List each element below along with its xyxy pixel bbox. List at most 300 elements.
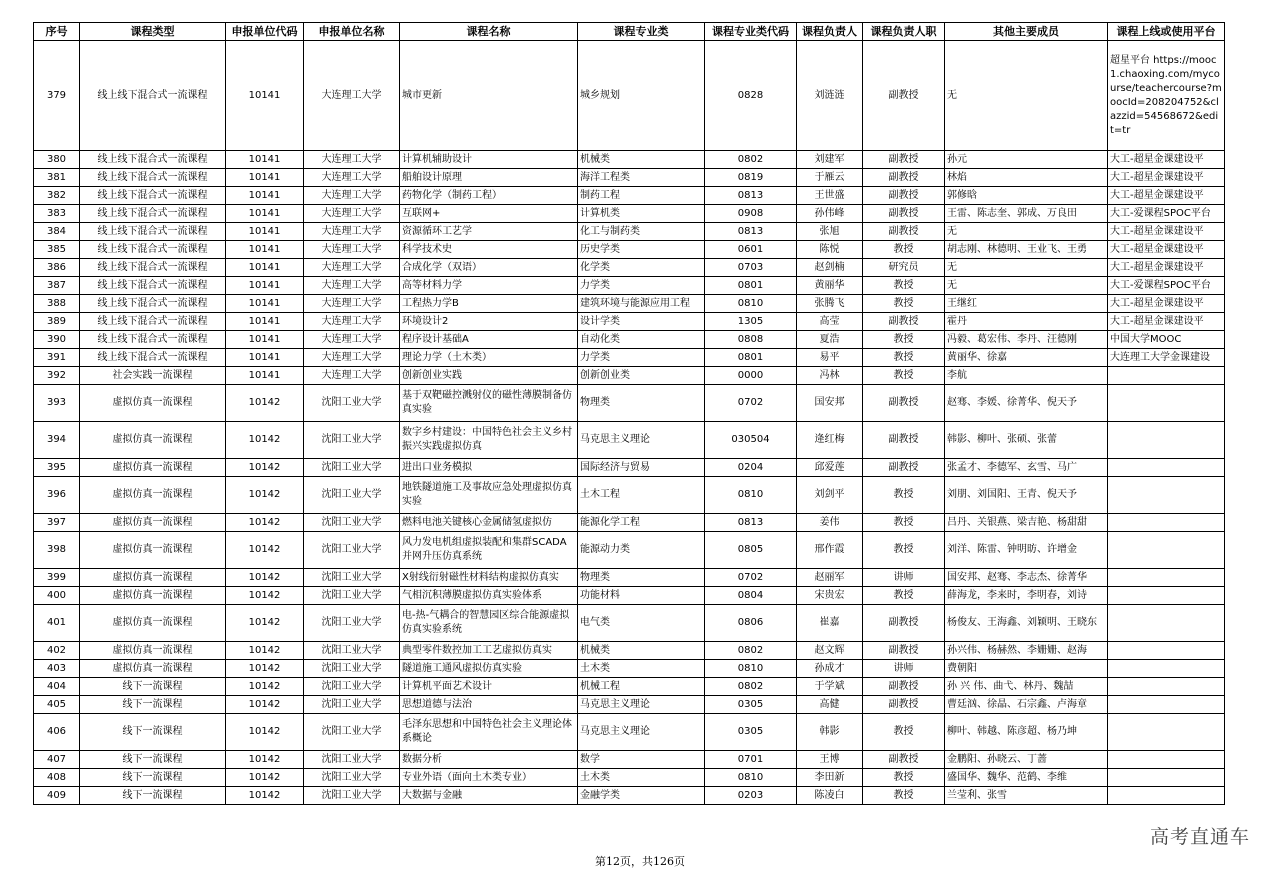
cell-unit-code: 10142: [226, 642, 304, 660]
table-row: [34, 605, 1225, 642]
cell-platform: [1108, 569, 1225, 587]
cell-major-code: 0806: [705, 605, 797, 642]
cell-row-no: 403: [34, 660, 80, 678]
cell-leader: 易平: [797, 349, 863, 367]
cell-course-name: 进出口业务模拟: [400, 459, 578, 477]
cell-major-code: 1305: [705, 313, 797, 331]
cell-major-code: 0801: [705, 349, 797, 367]
cell-major-code: 0203: [705, 787, 797, 805]
table-row: [34, 587, 1225, 605]
cell-major: 化学类: [578, 259, 705, 277]
cell-members: 刘朋、刘国阳、王青、倪天予: [945, 477, 1108, 514]
cell-course-type: 线下一流课程: [80, 696, 226, 714]
cell-unit-name: 大连理工大学: [304, 241, 400, 259]
table-row: [34, 169, 1225, 187]
cell-unit-code: 10142: [226, 587, 304, 605]
header-unit-name: 申报单位名称: [304, 23, 400, 41]
cell-course-type: 线下一流课程: [80, 751, 226, 769]
course-table: [33, 22, 1225, 805]
cell-leader-title: 教授: [863, 787, 945, 805]
cell-major: 物理类: [578, 569, 705, 587]
cell-major: 化工与制药类: [578, 223, 705, 241]
cell-course-type: 线上线下混合式一流课程: [80, 259, 226, 277]
cell-course-name: 风力发电机组虚拟装配和集群SCADA并网升压仿真系统: [400, 532, 578, 569]
table-row: [34, 349, 1225, 367]
cell-course-name: 计算机辅助设计: [400, 151, 578, 169]
cell-platform: 大连理工大学金课建设: [1108, 349, 1225, 367]
cell-leader: 于雁云: [797, 169, 863, 187]
cell-leader-title: 教授: [863, 295, 945, 313]
cell-leader: 赵丽军: [797, 569, 863, 587]
cell-unit-code: 10142: [226, 714, 304, 751]
cell-major: 机械工程: [578, 678, 705, 696]
cell-leader-title: 副教授: [863, 41, 945, 151]
cell-major: 土木类: [578, 769, 705, 787]
cell-members: 无: [945, 277, 1108, 295]
header-course-type: 课程类型: [80, 23, 226, 41]
cell-platform: 大工-超星金课建设平: [1108, 313, 1225, 331]
table-row: [34, 151, 1225, 169]
header-major-code: 课程专业类代码: [705, 23, 797, 41]
cell-members: 费朝阳: [945, 660, 1108, 678]
cell-course-name: 典型零件数控加工工艺虚拟仿真实: [400, 642, 578, 660]
table-row: [34, 367, 1225, 385]
cell-leader: 王世盛: [797, 187, 863, 205]
cell-major-code: 0802: [705, 642, 797, 660]
cell-course-name: 环境设计2: [400, 313, 578, 331]
cell-course-name: 科学技术史: [400, 241, 578, 259]
cell-row-no: 395: [34, 459, 80, 477]
cell-row-no: 385: [34, 241, 80, 259]
cell-leader-title: 教授: [863, 714, 945, 751]
cell-major: 设计学类: [578, 313, 705, 331]
cell-leader-title: 教授: [863, 349, 945, 367]
cell-platform: [1108, 787, 1225, 805]
cell-course-name: 计算机平面艺术设计: [400, 678, 578, 696]
cell-course-name: 程序设计基础A: [400, 331, 578, 349]
cell-leader: 逄红梅: [797, 422, 863, 459]
cell-unit-code: 10142: [226, 514, 304, 532]
cell-course-type: 线上线下混合式一流课程: [80, 151, 226, 169]
cell-unit-code: 10142: [226, 696, 304, 714]
cell-leader-title: 讲师: [863, 660, 945, 678]
cell-leader: 陈悦: [797, 241, 863, 259]
cell-major: 国际经济与贸易: [578, 459, 705, 477]
cell-members: 盛国华、魏华、范鹤、李维: [945, 769, 1108, 787]
cell-major: 自动化类: [578, 331, 705, 349]
header-members: 其他主要成员: [945, 23, 1108, 41]
cell-platform: 大工-超星金课建设平: [1108, 259, 1225, 277]
cell-members: 韩影、柳叶、张硕、张蕾: [945, 422, 1108, 459]
cell-leader: 国安邦: [797, 385, 863, 422]
table-row: [34, 769, 1225, 787]
cell-major: 土木工程: [578, 477, 705, 514]
cell-unit-name: 沈阳工业大学: [304, 459, 400, 477]
cell-row-no: 407: [34, 751, 80, 769]
cell-platform: 大工-爱课程SPOC平台: [1108, 277, 1225, 295]
cell-leader-title: 教授: [863, 769, 945, 787]
cell-leader: 韩影: [797, 714, 863, 751]
cell-members: 冯毅、葛宏伟、李丹、汪德刚: [945, 331, 1108, 349]
cell-unit-code: 10141: [226, 223, 304, 241]
cell-course-type: 虚拟仿真一流课程: [80, 422, 226, 459]
cell-major-code: 0305: [705, 696, 797, 714]
cell-unit-name: 沈阳工业大学: [304, 587, 400, 605]
cell-platform: [1108, 642, 1225, 660]
cell-major: 机械类: [578, 151, 705, 169]
table-row: [34, 678, 1225, 696]
cell-major: 创新创业类: [578, 367, 705, 385]
cell-course-type: 虚拟仿真一流课程: [80, 569, 226, 587]
table-row: [34, 223, 1225, 241]
cell-leader: 于学斌: [797, 678, 863, 696]
cell-leader: 宋贵宏: [797, 587, 863, 605]
cell-leader: 冯林: [797, 367, 863, 385]
header-no: 序号: [34, 23, 80, 41]
cell-unit-code: 10141: [226, 151, 304, 169]
cell-major: 电气类: [578, 605, 705, 642]
cell-major: 能源化学工程: [578, 514, 705, 532]
cell-row-no: 394: [34, 422, 80, 459]
cell-platform: [1108, 422, 1225, 459]
cell-unit-code: 10141: [226, 349, 304, 367]
cell-leader-title: 副教授: [863, 187, 945, 205]
cell-unit-name: 沈阳工业大学: [304, 678, 400, 696]
cell-unit-name: 大连理工大学: [304, 41, 400, 151]
cell-leader: 李田新: [797, 769, 863, 787]
cell-unit-name: 大连理工大学: [304, 169, 400, 187]
cell-row-no: 386: [34, 259, 80, 277]
cell-course-type: 虚拟仿真一流课程: [80, 587, 226, 605]
cell-course-type: 社会实践一流课程: [80, 367, 226, 385]
cell-course-type: 线上线下混合式一流课程: [80, 241, 226, 259]
cell-platform: [1108, 769, 1225, 787]
cell-members: 王雷、陈志奎、郭成、万良田: [945, 205, 1108, 223]
cell-course-type: 虚拟仿真一流课程: [80, 532, 226, 569]
cell-course-name: 互联网+: [400, 205, 578, 223]
cell-unit-name: 大连理工大学: [304, 331, 400, 349]
cell-course-name: 地铁隧道施工及事故应急处理虚拟仿真实验: [400, 477, 578, 514]
cell-major-code: 0813: [705, 187, 797, 205]
cell-row-no: 384: [34, 223, 80, 241]
cell-leader: 刘剑平: [797, 477, 863, 514]
cell-leader: 张旭: [797, 223, 863, 241]
cell-course-name: 资源循环工艺学: [400, 223, 578, 241]
cell-leader: 陈凌白: [797, 787, 863, 805]
cell-course-type: 线上线下混合式一流课程: [80, 349, 226, 367]
cell-platform: 大工-超星金课建设平: [1108, 151, 1225, 169]
cell-major-code: 0813: [705, 223, 797, 241]
cell-major: 力学类: [578, 349, 705, 367]
cell-course-type: 线下一流课程: [80, 787, 226, 805]
cell-course-name: 城市更新: [400, 41, 578, 151]
cell-leader-title: 副教授: [863, 169, 945, 187]
cell-leader: 赵剑楠: [797, 259, 863, 277]
cell-unit-code: 10141: [226, 331, 304, 349]
cell-course-type: 线上线下混合式一流课程: [80, 277, 226, 295]
cell-members: 张孟才、李德军、玄雪、马广: [945, 459, 1108, 477]
table-row: [34, 205, 1225, 223]
cell-unit-name: 沈阳工业大学: [304, 787, 400, 805]
cell-platform: 超星平台 https://mooc1.chaoxing.com/mycourse/teachercourse?moocId=208204752&clazzid=54568672&edit=tr: [1108, 41, 1225, 151]
cell-platform: [1108, 696, 1225, 714]
cell-major: 海洋工程类: [578, 169, 705, 187]
cell-unit-code: 10141: [226, 241, 304, 259]
table-row: [34, 514, 1225, 532]
cell-leader-title: 副教授: [863, 385, 945, 422]
cell-unit-code: 10141: [226, 367, 304, 385]
cell-members: 无: [945, 259, 1108, 277]
table-row: [34, 277, 1225, 295]
cell-major: 力学类: [578, 277, 705, 295]
cell-unit-name: 大连理工大学: [304, 187, 400, 205]
cell-major: 数学: [578, 751, 705, 769]
cell-leader-title: 副教授: [863, 422, 945, 459]
cell-major: 能源动力类: [578, 532, 705, 569]
cell-course-type: 虚拟仿真一流课程: [80, 459, 226, 477]
cell-course-type: 线上线下混合式一流课程: [80, 223, 226, 241]
cell-members: 无: [945, 41, 1108, 151]
cell-course-type: 线上线下混合式一流课程: [80, 331, 226, 349]
cell-leader: 崔嘉: [797, 605, 863, 642]
cell-unit-name: 沈阳工业大学: [304, 714, 400, 751]
cell-leader-title: 副教授: [863, 751, 945, 769]
table-row: [34, 569, 1225, 587]
cell-unit-code: 10141: [226, 259, 304, 277]
cell-major-code: 0702: [705, 569, 797, 587]
cell-members: 郭修晗: [945, 187, 1108, 205]
cell-course-name: 数字乡村建设：中国特色社会主义乡村振兴实践虚拟仿真: [400, 422, 578, 459]
cell-major-code: 0701: [705, 751, 797, 769]
table-row: [34, 787, 1225, 805]
cell-major: 功能材料: [578, 587, 705, 605]
cell-major-code: 0828: [705, 41, 797, 151]
cell-leader-title: 副教授: [863, 696, 945, 714]
cell-course-name: X射线衍射磁性材料结构虚拟仿真实: [400, 569, 578, 587]
cell-members: 国安邦、赵骞、李志杰、徐菁华: [945, 569, 1108, 587]
cell-course-type: 线下一流课程: [80, 714, 226, 751]
watermark: 高考直通车: [1149, 826, 1250, 848]
cell-row-no: 392: [34, 367, 80, 385]
cell-course-name: 燃料电池关键核心金属储氢虚拟仿: [400, 514, 578, 532]
cell-leader-title: 副教授: [863, 205, 945, 223]
cell-leader-title: 副教授: [863, 223, 945, 241]
cell-row-no: 396: [34, 477, 80, 514]
cell-members: 孙元: [945, 151, 1108, 169]
cell-leader: 高健: [797, 696, 863, 714]
cell-major: 城乡规划: [578, 41, 705, 151]
cell-major: 制药工程: [578, 187, 705, 205]
cell-major-code: 0804: [705, 587, 797, 605]
cell-course-type: 线上线下混合式一流课程: [80, 295, 226, 313]
cell-leader: 刘涟涟: [797, 41, 863, 151]
cell-leader: 高莹: [797, 313, 863, 331]
cell-members: 曹廷汹、徐晶、石宗鑫、卢海章: [945, 696, 1108, 714]
cell-unit-code: 10142: [226, 569, 304, 587]
cell-unit-name: 沈阳工业大学: [304, 605, 400, 642]
cell-unit-code: 10142: [226, 769, 304, 787]
header-leader: 课程负责人: [797, 23, 863, 41]
cell-members: 兰莹利、张雪: [945, 787, 1108, 805]
cell-major: 机械类: [578, 642, 705, 660]
cell-row-no: 391: [34, 349, 80, 367]
cell-major: 马克思主义理论: [578, 714, 705, 751]
cell-platform: 中国大学MOOC: [1108, 331, 1225, 349]
cell-major-code: 0810: [705, 477, 797, 514]
cell-course-name: 船舶设计原理: [400, 169, 578, 187]
cell-course-type: 线上线下混合式一流课程: [80, 205, 226, 223]
cell-major: 建筑环境与能源应用工程: [578, 295, 705, 313]
cell-major-code: 030504: [705, 422, 797, 459]
cell-unit-name: 大连理工大学: [304, 205, 400, 223]
cell-row-no: 397: [34, 514, 80, 532]
cell-major: 金融学类: [578, 787, 705, 805]
cell-leader: 夏浩: [797, 331, 863, 349]
cell-platform: [1108, 660, 1225, 678]
cell-course-name: 隧道施工通风虚拟仿真实验: [400, 660, 578, 678]
cell-unit-code: 10142: [226, 532, 304, 569]
cell-unit-name: 沈阳工业大学: [304, 385, 400, 422]
cell-row-no: 404: [34, 678, 80, 696]
cell-leader: 邱爱莲: [797, 459, 863, 477]
cell-course-name: 基于双靶磁控溅射仪的磁性薄膜制备仿真实验: [400, 385, 578, 422]
cell-leader-title: 教授: [863, 331, 945, 349]
table-row: [34, 696, 1225, 714]
cell-row-no: 400: [34, 587, 80, 605]
cell-platform: [1108, 459, 1225, 477]
cell-course-type: 线上线下混合式一流课程: [80, 313, 226, 331]
cell-major: 计算机类: [578, 205, 705, 223]
cell-row-no: 406: [34, 714, 80, 751]
cell-major-code: 0808: [705, 331, 797, 349]
cell-unit-name: 大连理工大学: [304, 349, 400, 367]
cell-leader: 姜伟: [797, 514, 863, 532]
cell-members: 李航: [945, 367, 1108, 385]
cell-course-type: 线上线下混合式一流课程: [80, 169, 226, 187]
table-row: [34, 660, 1225, 678]
cell-row-no: 383: [34, 205, 80, 223]
cell-unit-name: 沈阳工业大学: [304, 422, 400, 459]
cell-unit-code: 10142: [226, 385, 304, 422]
cell-unit-code: 10141: [226, 41, 304, 151]
cell-course-type: 虚拟仿真一流课程: [80, 660, 226, 678]
cell-course-name: 理论力学（土木类）: [400, 349, 578, 367]
cell-members: 赵骞、李媛、徐菁华、倪天予: [945, 385, 1108, 422]
cell-row-no: 409: [34, 787, 80, 805]
cell-unit-name: 沈阳工业大学: [304, 514, 400, 532]
cell-major-code: 0810: [705, 660, 797, 678]
cell-unit-name: 大连理工大学: [304, 295, 400, 313]
table-row: [34, 751, 1225, 769]
header-row: [34, 23, 1225, 41]
cell-leader-title: 教授: [863, 477, 945, 514]
cell-row-no: 405: [34, 696, 80, 714]
cell-members: 刘洋、陈雷、钟明昉、许增金: [945, 532, 1108, 569]
cell-leader-title: 研究员: [863, 259, 945, 277]
cell-unit-code: 10142: [226, 751, 304, 769]
cell-unit-name: 大连理工大学: [304, 277, 400, 295]
cell-leader: 张腾飞: [797, 295, 863, 313]
cell-row-no: 381: [34, 169, 80, 187]
cell-platform: [1108, 678, 1225, 696]
cell-major-code: 0802: [705, 678, 797, 696]
cell-platform: [1108, 367, 1225, 385]
cell-platform: [1108, 751, 1225, 769]
cell-leader-title: 教授: [863, 514, 945, 532]
cell-members: 林焰: [945, 169, 1108, 187]
cell-course-name: 气相沉积薄膜虚拟仿真实验体系: [400, 587, 578, 605]
table-row: [34, 187, 1225, 205]
cell-leader-title: 副教授: [863, 459, 945, 477]
table-row: [34, 422, 1225, 459]
cell-platform: [1108, 587, 1225, 605]
cell-unit-name: 沈阳工业大学: [304, 532, 400, 569]
table-row: [34, 532, 1225, 569]
cell-members: 柳叶、韩越、陈彦超、杨乃坤: [945, 714, 1108, 751]
cell-major: 马克思主义理论: [578, 422, 705, 459]
cell-platform: 大工-超星金课建设平: [1108, 187, 1225, 205]
cell-major-code: 0305: [705, 714, 797, 751]
cell-course-type: 虚拟仿真一流课程: [80, 605, 226, 642]
cell-row-no: 399: [34, 569, 80, 587]
cell-platform: [1108, 605, 1225, 642]
cell-leader: 赵文辉: [797, 642, 863, 660]
cell-unit-code: 10141: [226, 187, 304, 205]
cell-unit-code: 10142: [226, 477, 304, 514]
table-row: [34, 459, 1225, 477]
cell-row-no: 389: [34, 313, 80, 331]
cell-leader-title: 教授: [863, 241, 945, 259]
cell-unit-code: 10141: [226, 205, 304, 223]
cell-major: 物理类: [578, 385, 705, 422]
cell-unit-name: 大连理工大学: [304, 151, 400, 169]
cell-major-code: 0819: [705, 169, 797, 187]
cell-course-name: 高等材料力学: [400, 277, 578, 295]
cell-major-code: 0000: [705, 367, 797, 385]
cell-unit-name: 沈阳工业大学: [304, 660, 400, 678]
cell-members: 无: [945, 223, 1108, 241]
table-row: [34, 41, 1225, 151]
cell-members: 王继红: [945, 295, 1108, 313]
cell-row-no: 379: [34, 41, 80, 151]
cell-major-code: 0813: [705, 514, 797, 532]
cell-leader-title: 教授: [863, 532, 945, 569]
cell-leader-title: 讲师: [863, 569, 945, 587]
cell-major-code: 0601: [705, 241, 797, 259]
cell-course-type: 线上线下混合式一流课程: [80, 41, 226, 151]
cell-leader: 王博: [797, 751, 863, 769]
cell-course-name: 数据分析: [400, 751, 578, 769]
cell-row-no: 402: [34, 642, 80, 660]
cell-unit-name: 沈阳工业大学: [304, 569, 400, 587]
cell-course-name: 大数据与金融: [400, 787, 578, 805]
cell-leader: 邢作霞: [797, 532, 863, 569]
cell-major-code: 0802: [705, 151, 797, 169]
cell-leader-title: 教授: [863, 367, 945, 385]
cell-course-name: 专业外语（面向土木类专业）: [400, 769, 578, 787]
cell-unit-code: 10141: [226, 169, 304, 187]
cell-platform: 大工-超星金课建设平: [1108, 169, 1225, 187]
cell-members: 孙 兴 伟、曲弋、林丹、魏喆: [945, 678, 1108, 696]
cell-platform: [1108, 714, 1225, 751]
cell-row-no: 401: [34, 605, 80, 642]
cell-course-name: 工程热力学B: [400, 295, 578, 313]
cell-unit-name: 大连理工大学: [304, 313, 400, 331]
cell-leader-title: 教授: [863, 587, 945, 605]
table-row: [34, 241, 1225, 259]
cell-platform: [1108, 385, 1225, 422]
cell-platform: [1108, 477, 1225, 514]
